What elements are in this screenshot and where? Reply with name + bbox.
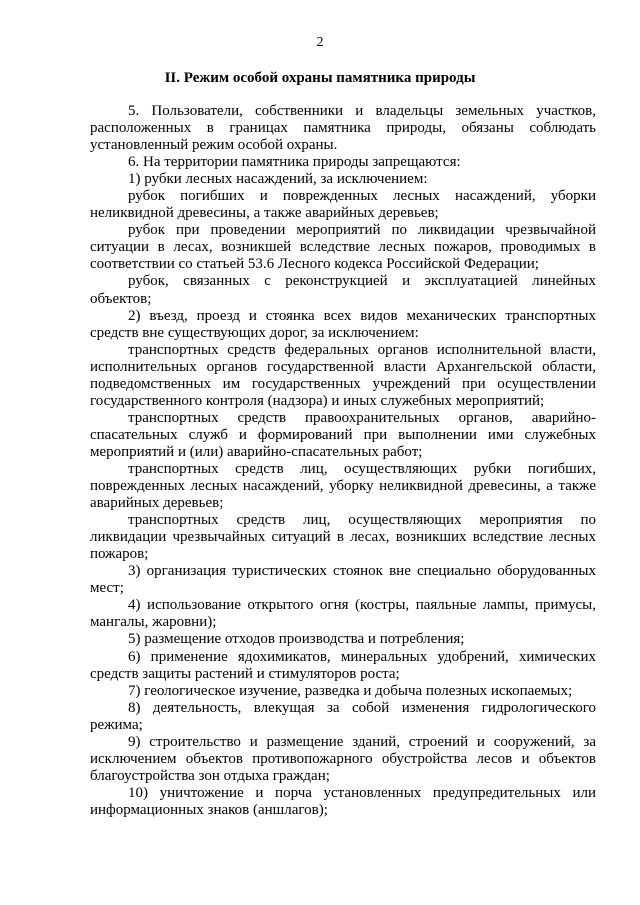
page-number: 2 [316, 35, 324, 50]
paragraph: транспортных средств лиц, осуществляющих рубки погибших, поврежденных лесных насаждений, уборку неликвидной древесины, а также аварийных деревьев; [90, 460, 596, 512]
paragraph: 3) организация туристических стоянок вне специально оборудованных мест; [90, 563, 596, 597]
paragraph: рубок, связанных с реконструкцией и эксплуатацией линейных объектов; [90, 273, 596, 307]
paragraph: транспортных средств федеральных органов исполнительной власти, исполнительных органов государственной власти Архангельской области, подведомственных им государственных учреждений при осуществлении государственного контроля (надзора) и иных служебных мероприятий; [90, 341, 596, 409]
document-body [90, 103, 596, 819]
paragraph: 5) размещение отходов производства и потребления; [128, 631, 465, 648]
paragraph: 10) уничтожение и порча установленных предупредительных или информационных знаков (аншлагов); [90, 784, 596, 818]
section-title: II. Режим особой охраны памятника природы [164, 70, 476, 86]
paragraph: транспортных средств лиц, осуществляющих мероприятия по ликвидации чрезвычайных ситуаций в лесах, возникших вследствие лесных пожаров; [90, 512, 596, 563]
paragraph: 6. На территории памятника природы запрещаются: [128, 154, 461, 171]
paragraph: 1) рубки лесных насаждений, за исключением: [128, 171, 428, 188]
paragraph: 8) деятельность, влекущая за собой изменения гидрологического режима; [90, 699, 596, 733]
paragraph: рубок погибших и поврежденных лесных насаждений, уборки неликвидной древесины, а также аварийных деревьев; [90, 188, 596, 222]
paragraph: 4) использование открытого огня (костры, паяльные лампы, примусы, мангалы, жаровни); [90, 597, 596, 631]
paragraph: 5. Пользователи, собственники и владельцы земельных участков, расположенных в границах памятника природы, обязаны соблюдать установленный режим особой охраны. [90, 103, 596, 154]
paragraph: 7) геологическое изучение, разведка и добыча полезных ископаемых; [128, 682, 573, 699]
paragraph: 2) въезд, проезд и стоянка всех видов механических транспортных средств вне существующих дорог, за исключением: [90, 307, 596, 341]
paragraph: рубок при проведении мероприятий по ликвидации чрезвычайной ситуации в лесах, возникшей вследствие лесных пожаров, проводимых в соответствии со статьей 53.6 Лесного кодекса Российской Федерации; [90, 222, 596, 273]
paragraph: 6) применение ядохимикатов, минеральных удобрений, химических средств защиты растений и стимуляторов роста; [90, 648, 596, 682]
paragraph: 9) строительство и размещение зданий, строений и сооружений, за исключением объектов противопожарного обустройства лесов и объектов благоустройства зон отдыха граждан; [90, 733, 596, 784]
paragraph: транспортных средств правоохранительных органов, аварийно-спасательных служб и формирований при выполнении ими служебных мероприятий и (или) аварийно-спасательных работ; [90, 409, 596, 460]
